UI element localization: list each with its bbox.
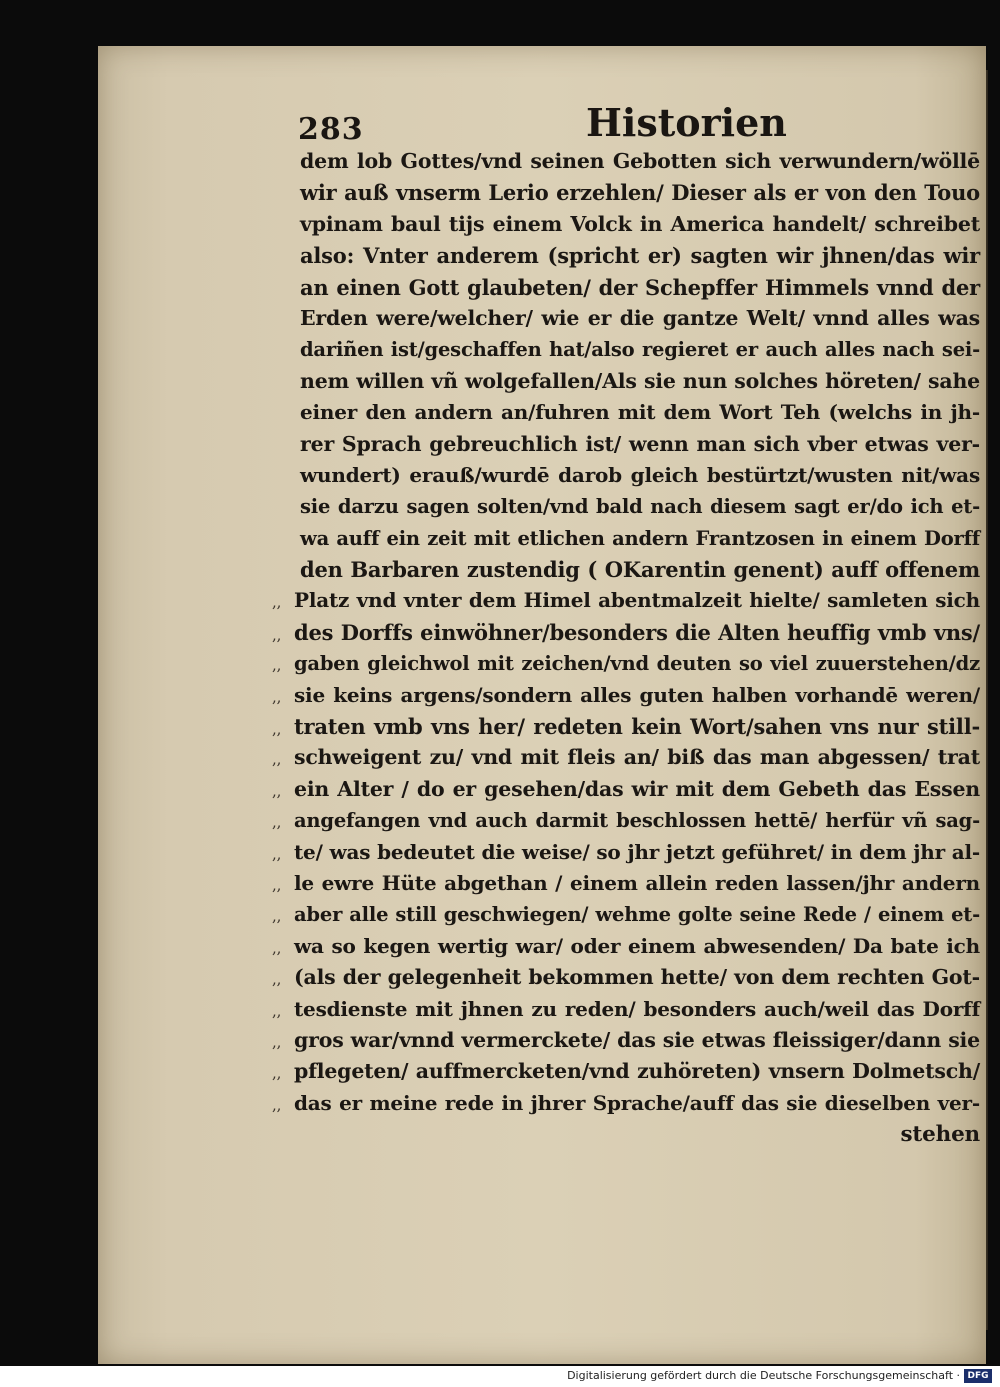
quote-mark: ,, (272, 656, 282, 675)
text-line (272, 1088, 980, 1119)
line-text: rer Sprach gebreuchlich ist/ wenn man sich vber etwas ver- (300, 431, 980, 456)
text-line (272, 680, 980, 711)
text-line (300, 240, 980, 271)
text-line (272, 742, 980, 773)
quote-mark: ,, (272, 625, 282, 644)
line-text: traten vmb vns her/ redeten kein Wort/sahen vns nur still- (294, 714, 980, 740)
quote-mark: ,, (272, 687, 282, 706)
quote-mark: ,, (272, 813, 282, 832)
line-text: dem lob Gottes/vnd seinen Gebotten sich verwundern/wöllē (300, 149, 980, 173)
text-line (300, 366, 980, 397)
quote-mark: ,, (272, 844, 282, 863)
text-line (272, 994, 980, 1025)
text-line (300, 334, 980, 365)
line-text: wir auß vnserm Lerio erzehlen/ Dieser als er von den Touo (300, 180, 980, 206)
line-text: an einen Gott glaubeten/ der Schepffer Himmels vnnd der (300, 274, 980, 300)
footer-bar (0, 1366, 1000, 1387)
quote-mark: ,, (272, 970, 282, 989)
quote-mark: ,, (272, 1064, 282, 1083)
line-text: schweigent zu/ vnd mit fleis an/ biß das man abgessen/ trat (294, 745, 980, 770)
text-line (300, 146, 980, 177)
line-text: nem willen vñ wolgefallen/Als sie nun solches höreten/ sahe (300, 368, 980, 393)
text-line (272, 648, 980, 679)
text-line (272, 711, 980, 742)
text-line (272, 774, 980, 805)
text-line (300, 209, 980, 240)
quote-mark: ,, (272, 1095, 282, 1114)
line-text: also: Vnter anderem (spricht er) sagten wir jhnen/das wir (300, 243, 980, 269)
line-text: te/ was bedeutet die weise/ so jhr jetzt geführet/ in dem jhr al- (294, 839, 980, 864)
line-text: wundert) erauß/wurdē darob gleich bestürtzt/wusten nit/was (300, 462, 980, 487)
page-number: 283 (298, 112, 364, 147)
quote-mark: ,, (272, 1001, 282, 1020)
text-line (300, 272, 980, 303)
text-line (300, 303, 980, 334)
text-line (300, 177, 980, 208)
line-text: sie darzu sagen solten/vnd bald nach diesem sagt er/do ich et- (300, 495, 980, 519)
text-line (300, 1119, 980, 1150)
quote-mark: ,, (272, 781, 282, 800)
text-line (272, 585, 980, 616)
line-text: wa so kegen wertig war/ oder einem abwesenden/ Da bate ich (294, 933, 980, 958)
text-line (272, 837, 980, 868)
text-line (300, 429, 980, 460)
text-line (272, 899, 980, 930)
text-line (272, 1025, 980, 1056)
line-text: des Dorffs einwöhner/besonders die Alten heuffig vmb vns/ (294, 619, 980, 645)
quote-mark: ,, (272, 593, 282, 612)
text-block (272, 146, 980, 1151)
line-text: aber alle still geschwiegen/ wehme golte seine Rede / einem et- (294, 903, 980, 927)
line-text: das er meine rede in jhrer Sprache/auff das sie dieselben ver- (294, 1090, 980, 1115)
quote-mark: ,, (272, 1032, 282, 1051)
quote-mark: ,, (272, 907, 282, 926)
line-text: ein Alter / do er gesehen/das wir mit dem Gebeth das Essen (294, 776, 980, 801)
text-line (300, 491, 980, 522)
text-line (272, 617, 980, 648)
text-line (272, 1056, 980, 1087)
text-line (272, 868, 980, 899)
dfg-logo: DFG (964, 1369, 992, 1383)
line-text: pflegeten/ auffmercketen/vnd zuhöreten) vnsern Dolmetsch/ (294, 1059, 980, 1084)
text-line (300, 554, 980, 585)
line-text: Erden were/welcher/ wie er die gantze Welt/ vnnd alles was (300, 305, 980, 330)
line-text: angefangen vnd auch darmit beschlossen hettē/ herfür vñ sag- (294, 809, 980, 833)
text-line (300, 460, 980, 491)
line-text: stehen (900, 1122, 980, 1148)
line-text: gros war/vnnd vermerckete/ das sie etwas fleissiger/dann sie (294, 1027, 980, 1052)
text-line (272, 962, 980, 993)
line-text: tesdienste mit jhnen zu reden/ besonders auch/weil das Dorff (294, 996, 980, 1021)
footer-credit: Digitalisierung gefördert durch die Deutsche Forschungsgemeinschaft · (567, 1369, 960, 1382)
quote-mark: ,, (272, 938, 282, 957)
quote-mark: ,, (272, 720, 282, 739)
line-text: le ewre Hüte abgethan / einem allein reden lassen/jhr andern (294, 870, 980, 895)
line-text: den Barbaren zustendig ( OKarentin genent) auff offenem (300, 557, 980, 583)
running-head: Historien (586, 100, 787, 145)
line-text: dariñen ist/geschaffen hat/also regieret er auch alles nach sei- (300, 338, 980, 362)
line-text: einer den andern an/fuhren mit dem Wort Teh (welchs in jh- (300, 400, 980, 425)
line-text: sie keins argens/sondern alles guten halben vorhandē weren/ (294, 682, 980, 707)
text-line (300, 523, 980, 554)
quote-mark: ,, (272, 750, 282, 769)
line-text: Platz vnd vnter dem Himel abentmalzeit hielte/ samleten sich (294, 588, 980, 613)
text-line (272, 931, 980, 962)
line-text: wa auff ein zeit mit etlichen andern Frantzosen in einem Dorff (300, 526, 980, 550)
text-line (272, 805, 980, 836)
quote-mark: ,, (272, 875, 282, 894)
text-line (300, 397, 980, 428)
line-text: gaben gleichwol mit zeichen/vnd deuten so viel zuuerstehen/dz (294, 652, 980, 676)
line-text: vpinam baul tijs einem Volck in America handelt/ schreibet (300, 211, 980, 236)
line-text: (als der gelegenheit bekommen hette/ von dem rechten Got- (294, 965, 980, 990)
